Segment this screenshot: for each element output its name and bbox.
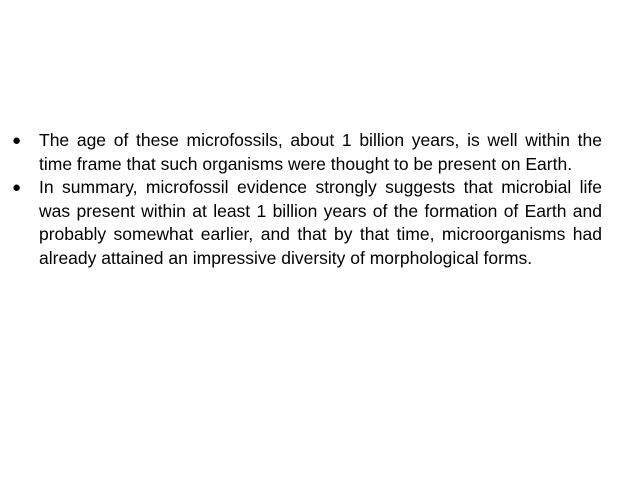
bullet-dot-icon: ● [12, 179, 22, 196]
bullet-text-summary: In summary, microfossil evidence strongly suggests that microbial life was present within at least 1 billion years of the formation of Earth and probably somewhat earlier, and that by that time, microorganisms had already attained an impressive diversity of morphological forms. [39, 177, 602, 268]
bullet-text-age: The age of these microfossils, about 1 billion years, is well within the time frame that such organisms were thought to be present on Earth. [39, 130, 602, 174]
bullet-list [12, 129, 602, 270]
bullet-item-summary [12, 176, 602, 270]
bullet-item-age [12, 129, 602, 176]
bullet-dot-icon: ● [12, 132, 22, 149]
